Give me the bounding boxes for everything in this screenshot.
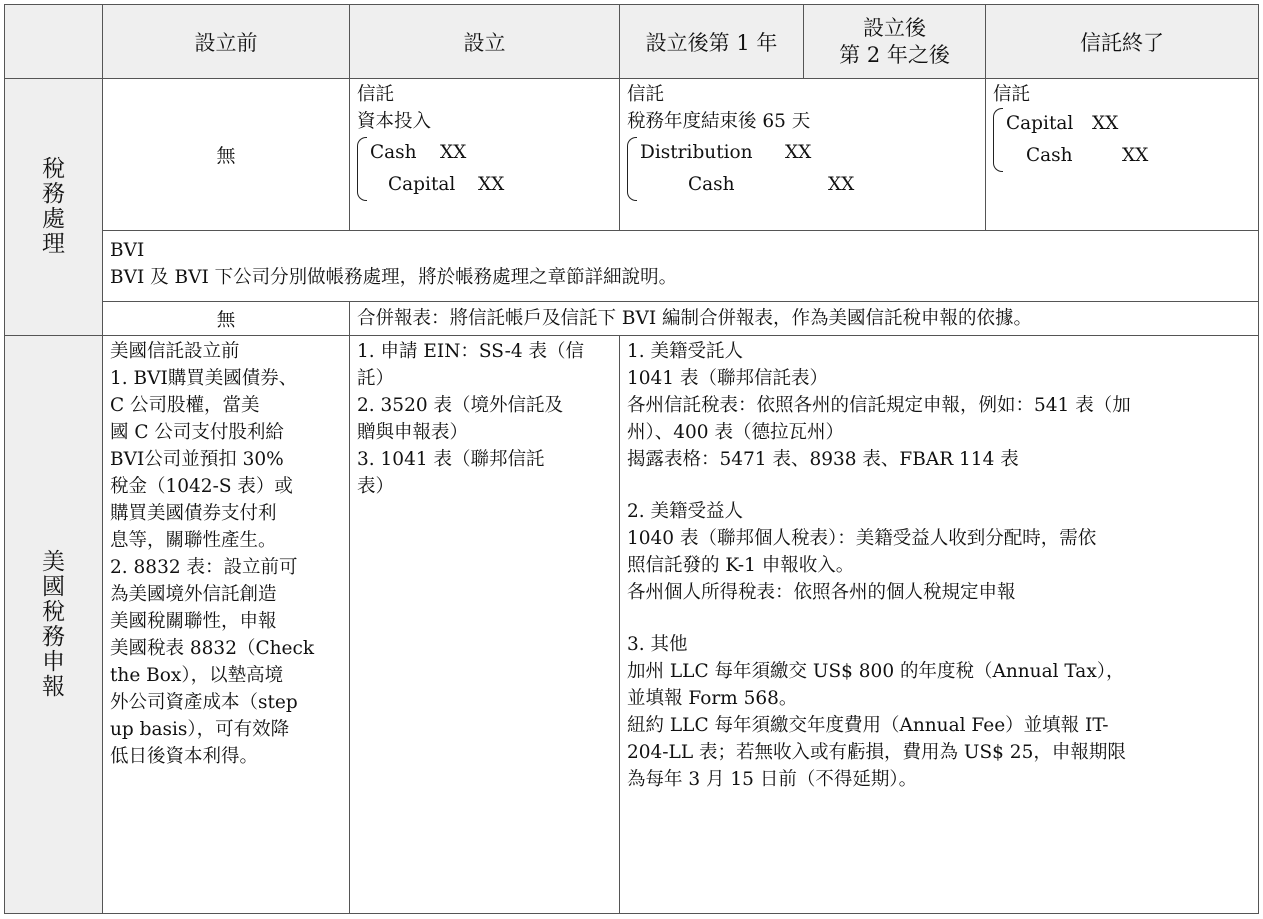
text-line: the Box），以墊高境 <box>110 665 284 686</box>
entry-subtitle: 資本投入 <box>357 111 432 132</box>
text-line: 外公司資產成本（step <box>110 692 298 713</box>
bvi-note-title: BVI <box>110 240 145 261</box>
brace-icon <box>993 108 1003 172</box>
header-trust-end: 信託終了 <box>986 5 1259 79</box>
text-line: 並填報 Form 568。 <box>627 688 798 709</box>
credit-account: Cash <box>688 174 735 195</box>
tax-table <box>4 4 1259 914</box>
label-char: 國 <box>42 573 65 600</box>
consolidation-note: 合併報表：將信託帳戶及信託下 BVI 編制合併報表，作為美國信託稅申報的依據。 <box>350 302 1259 336</box>
text-line: 息等，關聯性產生。 <box>110 530 277 551</box>
debit-account: Distribution <box>640 142 753 163</box>
debit-amount: XX <box>440 142 467 163</box>
label-char: 理 <box>42 231 65 257</box>
blank-line <box>627 606 1251 631</box>
header-year1: 設立後第 1 年 <box>620 5 804 79</box>
text-line: 1. 申請 EIN：SS-4 表（信 <box>357 341 585 362</box>
label-char: 務 <box>42 181 65 207</box>
brace-icon <box>627 137 637 201</box>
entry-title: 信託 <box>993 84 1031 105</box>
text-line: 照信託發的 K-1 申報收入。 <box>627 555 855 576</box>
tax-year1-entry <box>620 79 986 231</box>
text-line: 揭露表格：5471 表、8938 表、FBAR 114 表 <box>627 449 1019 470</box>
text-line: BVI公司並預扣 30% <box>110 449 284 470</box>
header-corner <box>5 5 103 79</box>
text-line: 3. 1041 表（聯邦信託 <box>357 449 545 470</box>
header-before-setup: 設立前 <box>103 5 350 79</box>
brace-icon <box>357 137 367 201</box>
consolidation-before-value: 無 <box>103 302 350 336</box>
header-row <box>5 5 1259 79</box>
us-after-text <box>620 336 1259 914</box>
text-line: 美國稅表 8832（Check <box>110 638 315 659</box>
text-line: 託） <box>357 368 395 389</box>
text-line: 1040 表（聯邦個人稅表）：美籍受益人收到分配時，需依 <box>627 528 1097 549</box>
entry-title: 信託 <box>357 84 395 105</box>
entry-subtitle: 稅務年度結束後 65 天 <box>627 111 811 132</box>
entry-title: 信託 <box>627 84 665 105</box>
label-char: 美 <box>42 548 65 575</box>
text-line: 各州個人所得稅表：依照各州的個人稅規定申報 <box>627 582 1016 603</box>
text-line: 紐約 LLC 每年須繳交年度費用（Annual Fee）並填報 IT- <box>627 715 1109 736</box>
label-char: 報 <box>42 673 65 700</box>
us-tax-filing-row <box>5 336 1259 914</box>
header-year2-after <box>804 5 986 79</box>
text-line: up basis），可有效降 <box>110 719 290 740</box>
text-line: 1. 美籍受託人 <box>627 341 744 362</box>
us-tax-filing-label <box>5 336 103 914</box>
tax-processing-row-1 <box>5 79 1259 231</box>
header-year2-line2: 第 2 年之後 <box>839 42 950 67</box>
text-line: 美國稅關聯性，申報 <box>110 611 277 632</box>
text-line: 州）、400 表（德拉瓦州） <box>627 422 844 443</box>
text-line: 購買美國債券支付利 <box>110 503 277 524</box>
us-before-text <box>103 336 350 914</box>
text-line: 為美國境外信託創造 <box>110 584 277 605</box>
text-line: 贈與申報表） <box>357 422 469 443</box>
header-year2-line1: 設立後 <box>863 15 926 40</box>
tax-processing-row-2 <box>5 231 1259 302</box>
text-line: 各州信託稅表：依照各州的信託規定申報，例如：541 表（加 <box>627 395 1131 416</box>
text-line: 美國信託設立前 <box>110 341 240 362</box>
bvi-note-text: BVI 及 BVI 下公司分別做帳務處理，將於帳務處理之章節詳細說明。 <box>110 267 678 288</box>
text-line: 為每年 3 月 15 日前（不得延期）。 <box>627 769 918 790</box>
credit-account: Cash <box>1026 145 1073 166</box>
debit-account: Cash <box>370 142 417 163</box>
tax-end-entry <box>986 79 1259 231</box>
credit-account: Capital <box>388 174 456 195</box>
blank-line <box>627 473 1251 498</box>
label-char: 稅 <box>42 598 65 625</box>
debit-account: Capital <box>1006 113 1074 134</box>
debit-amount: XX <box>1092 113 1119 134</box>
text-line: 1041 表（聯邦信託表） <box>627 368 828 389</box>
label-char: 務 <box>42 623 65 650</box>
credit-amount: XX <box>1122 145 1149 166</box>
text-line: 國 C 公司支付股利給 <box>110 422 284 443</box>
text-line: 2. 3520 表（境外信託及 <box>357 395 563 416</box>
tax-before-value: 無 <box>103 79 350 231</box>
credit-amount: XX <box>828 174 855 195</box>
text-line: 加州 LLC 每年須繳交 US$ 800 的年度稅（Annual Tax）， <box>627 661 1125 682</box>
tax-processing-row-3 <box>5 302 1259 336</box>
text-line: 204-LL 表；若無收入或有虧損，費用為 US$ 25，申報期限 <box>627 742 1126 763</box>
label-char: 稅 <box>42 156 65 182</box>
text-line: 稅金（1042-S 表）或 <box>110 476 293 497</box>
text-line: 低日後資本利得。 <box>110 746 259 767</box>
text-line: 1. BVI購買美國債券、 <box>110 368 298 389</box>
journal-entry <box>627 137 978 201</box>
tax-processing-label <box>5 79 103 336</box>
label-char: 處 <box>42 206 65 232</box>
debit-amount: XX <box>785 142 812 163</box>
label-char: 申 <box>42 648 65 675</box>
journal-entry <box>357 137 612 201</box>
bvi-note <box>103 231 1259 302</box>
tax-setup-entry <box>350 79 620 231</box>
header-setup: 設立 <box>350 5 620 79</box>
us-setup-text <box>350 336 620 914</box>
journal-entry <box>993 108 1251 172</box>
text-line: 2. 美籍受益人 <box>627 501 744 522</box>
text-line: C 公司股權，當美 <box>110 395 260 416</box>
text-line: 3. 其他 <box>627 634 688 655</box>
text-line: 2. 8832 表：設立前可 <box>110 557 298 578</box>
text-line: 表） <box>357 476 395 497</box>
credit-amount: XX <box>478 174 505 195</box>
